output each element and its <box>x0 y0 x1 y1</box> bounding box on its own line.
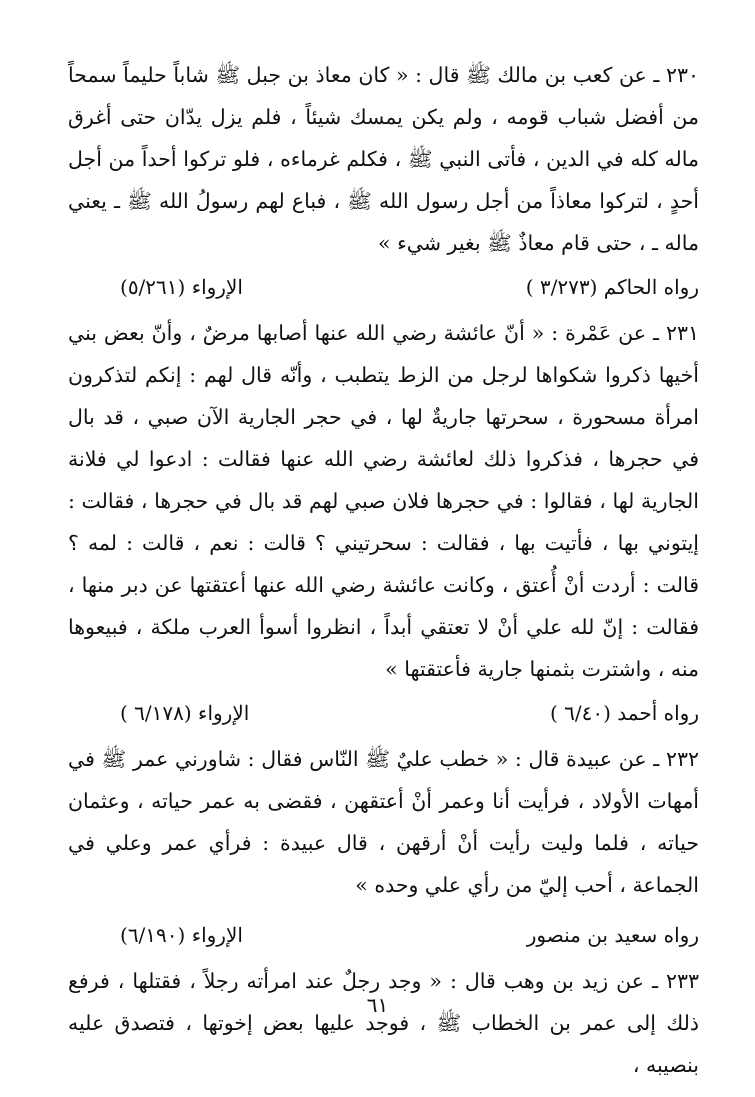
source-reference: رواه سعيد بن منصور <box>526 923 699 947</box>
source-row <box>68 266 699 308</box>
hadith-entry-233 <box>68 960 699 1086</box>
source-row <box>68 692 699 734</box>
source-reference: رواه الحاكم (٣/٢٧٣ ) <box>525 275 699 299</box>
hadith-text: ٢٣٠ ـ عن كعب بن مالك ﷺ قال : « كان معاذ بن جبل ﷺ شاباً حليماً سمحاً من أفضل شباب قومه ، ولم يكن يمسك شيئاً ، فلم يزل يدّان حتى أغرق ماله كله في الدين ، فأتى النبي ﷺ ، فكلم غرماءه ، فلو تركوا أحداً من أجل أحدٍ ، لتركوا معاذاً من أجل رسول الله ﷺ ، فباع لهم رسولُ الله ﷺ ـ يعني ماله ـ ، حتى قام معاذٌ ﷺ بغير شيء » <box>68 63 699 255</box>
source-reference: رواه أحمد (٦/٤٠ ) <box>550 701 699 725</box>
hadith-text: ٢٣٢ ـ عن عبيدة قال : « خطب عليٌ ﷺ النّاس فقال : شاورني عمر ﷺ في أمهات الأولاد ، فرأيت أنا وعمر أنْ أعتقهن ، فقضى به عمر حياته ، وعثمان حياته ، فلما وليت رأيت أنْ أرقهن ، قال عبيدة : فرأي عمر وعلي في الجماعة ، أحب إليّ من رأي علي وحده » <box>68 747 699 897</box>
hadith-text: ٢٣١ ـ عن عَمْرة : « أنّ عائشة رضي الله عنها أصابها مرضٌ ، وأنّ بعض بني أخيها ذكروا شكواها لرجل من الزط يتطبب ، وأنّه قال لهم : إنكم لتذكرون امرأة مسحورة ، سحرتها جاريةٌ لها ، في حجر الجارية الآن صبي ، قد بال في حجرها ، فذكروا ذلك لعائشة رضي الله عنها فقالت : ادعوا لي فلانة الجارية لها ، فقالوا : في حجرها فلان صبي لهم قد بال في حجرها ، فقالت : إيتوني بها ، فأتيت بها ، فقالت : سحرتيني ؟ قالت : نعم ، قالت : لمه ؟ قالت : أردت أنْ أُعتق ، وكانت عائشة رضي الله عنها أعتقتها عن دبر منها ، فقالت : إنّ لله علي أنْ لا تعتقي أبداً ، انظروا أسوأ العرب ملكة ، فبيعوها منه ، واشترت بثمنها جارية فأعتقتها » <box>68 321 699 681</box>
irwa-reference: الإرواء (٦/١٧٨ ) <box>120 701 250 725</box>
page-number: ٦١ <box>366 993 389 1017</box>
irwa-reference: الإرواء (٦/١٩٠) <box>120 923 243 947</box>
hadith-entry-230 <box>68 54 699 308</box>
source-row <box>68 914 699 956</box>
hadith-text: ٢٣٣ ـ عن زيد بن وهب قال : « وجد رجلٌ عند امرأته رجلاً ، فقتلها ، فرفع ذلك إلى عمر بن الخطاب ﷺ ، فوجد عليها بعض إخوتها ، فتصدق عليه بنصيبه ، <box>68 969 699 1077</box>
hadith-entry-232 <box>68 738 699 956</box>
irwa-reference: الإرواء (٥/٢٦١) <box>120 275 243 299</box>
hadith-entry-231 <box>68 312 699 734</box>
